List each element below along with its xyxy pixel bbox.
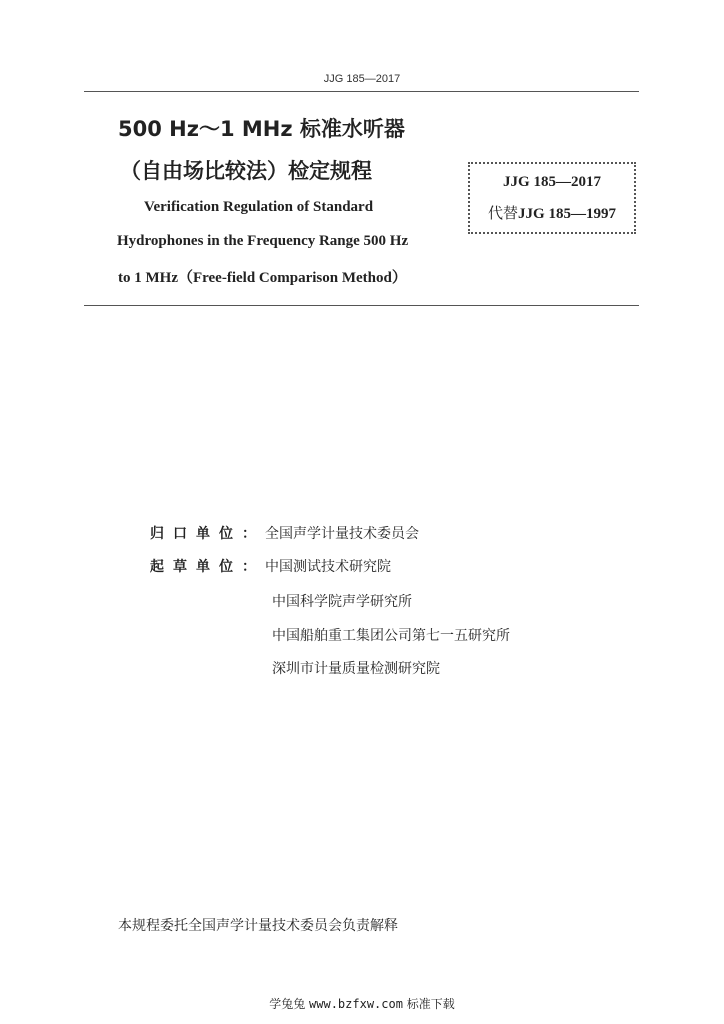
top-divider (84, 91, 639, 92)
interpretation-note: 本规程委托全国声学计量技术委员会负责解释 (118, 918, 398, 934)
replaces-prefix: 代替 (488, 206, 519, 222)
standard-code: JJG 185—2017 (503, 174, 601, 190)
footer-tagline: 标准下载 (406, 997, 455, 1011)
drafting-unit-2: 中国科学院声学研究所 (272, 594, 412, 610)
footer-watermark (0, 995, 724, 1012)
drafting-unit-label: 起草单位： (150, 559, 265, 575)
header-standard-code: JJG 185—2017 (323, 73, 401, 85)
drafting-unit-3: 中国船舶重工集团公司第七一五研究所 (272, 628, 510, 644)
drafting-unit-4: 深圳市计量质量检测研究院 (272, 661, 440, 677)
replaces-standard (468, 202, 636, 223)
responsible-unit-row (150, 523, 419, 543)
drafting-unit-1: 中国测试技术研究院 (265, 559, 391, 575)
responsible-unit-label: 归口单位： (150, 526, 265, 542)
middle-divider (84, 305, 639, 306)
drafting-unit-row (150, 556, 391, 576)
footer-url[interactable]: www.bzfxw.com (309, 997, 403, 1011)
responsible-unit: 全国声学计量技术委员会 (265, 526, 419, 542)
standard-code-box (468, 162, 636, 234)
title-chinese-line-1: 500 Hz～1 MHz 标准水听器 (118, 117, 405, 141)
title-english-line-2: Hydrophones in the Frequency Range 500 Hz (117, 233, 409, 249)
title-english-line-3: to 1 MHz（Free-field Comparison Method） (118, 270, 407, 286)
replaced-standard-code: JJG 185—1997 (518, 206, 616, 222)
title-chinese-line-2: （自由场比较法）检定规程 (120, 159, 372, 183)
footer-site-name: 学兔兔 (269, 997, 306, 1011)
title-english-line-1: Verification Regulation of Standard (144, 199, 374, 215)
